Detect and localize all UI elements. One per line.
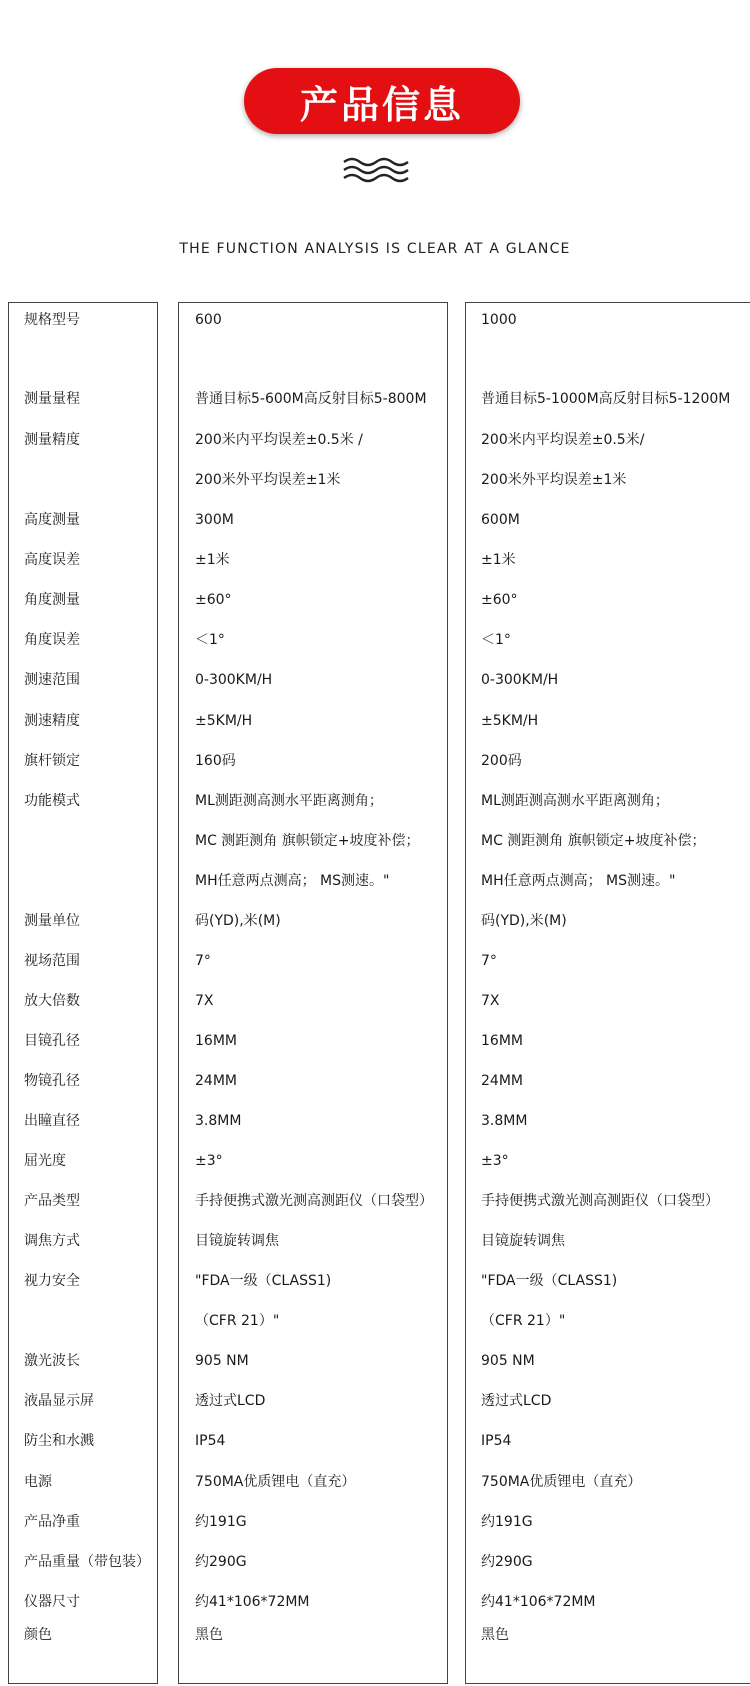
spec-label: 防尘和水溅 (24, 1433, 94, 1449)
spec-value-600: 目镜旋转调焦 (195, 1233, 279, 1249)
spec-value-1000: 码(YD),米(M) (481, 913, 567, 929)
spec-value-1000: 透过式LCD (481, 1393, 552, 1409)
spec-value-600: 7X (195, 993, 214, 1009)
spec-value-1000: 200码 (481, 753, 522, 769)
spec-label: 旗杆锁定 (24, 753, 80, 769)
spec-value-600: 码(YD),米(M) (195, 913, 281, 929)
spec-value-600: 160码 (195, 753, 236, 769)
spec-value-1000: ＜1° (481, 632, 511, 648)
spec-value-1000: ±5KM/H (481, 713, 539, 729)
spec-value-1000: 1000 (481, 312, 517, 328)
spec-value-600: 透过式LCD (195, 1393, 266, 1409)
spec-value-1000: "FDA一级（CLASS1) (481, 1273, 618, 1289)
spec-label: 颜色 (24, 1627, 52, 1643)
model-600-column (178, 302, 448, 1684)
spec-value-600: 3.8MM (195, 1113, 242, 1129)
spec-value-1000: （CFR 21）" (481, 1313, 566, 1329)
spec-value-1000: 750MA优质锂电（直充） (481, 1474, 642, 1490)
spec-value-600: 200米内平均误差±0.5米 / (195, 432, 363, 448)
spec-label: 激光波长 (24, 1353, 80, 1369)
spec-label: 测量精度 (24, 432, 80, 448)
spec-label: 调焦方式 (24, 1233, 80, 1249)
spec-label: 角度误差 (24, 632, 80, 648)
spec-value-600: 0-300KM/H (195, 672, 273, 688)
spec-label: 视力安全 (24, 1273, 80, 1289)
spec-value-1000: 200米内平均误差±0.5米/ (481, 432, 645, 448)
spec-label: 规格型号 (24, 312, 80, 328)
spec-value-1000: 0-300KM/H (481, 672, 559, 688)
spec-value-600: 200米外平均误差±1米 (195, 472, 341, 488)
spec-value-600: "FDA一级（CLASS1) (195, 1273, 332, 1289)
spec-value-600: MC 测距测角 旗帜锁定+坡度补偿； (195, 833, 420, 849)
spec-value-600: ±5KM/H (195, 713, 253, 729)
spec-label: 高度误差 (24, 552, 80, 568)
section-title: 产品信息 (299, 82, 464, 127)
spec-value-600: 手持便携式激光测高测距仪（口袋型） (195, 1193, 433, 1209)
spec-label: 仪器尺寸 (24, 1594, 80, 1610)
spec-value-600: ±1米 (195, 552, 230, 568)
spec-label: 产品类型 (24, 1193, 80, 1209)
spec-value-1000: IP54 (481, 1433, 512, 1449)
model-1000-column (465, 302, 750, 1684)
spec-value-1000: 黑色 (481, 1627, 509, 1643)
subtitle: THE FUNCTION ANALYSIS IS CLEAR AT A GLANCE (179, 241, 571, 257)
spec-value-600: 7° (195, 953, 211, 969)
spec-value-1000: ±60° (481, 592, 518, 608)
spec-label: 产品净重 (24, 1514, 80, 1530)
spec-label: 测速精度 (24, 713, 80, 729)
spec-value-600: ML测距测高测水平距离测角； (195, 793, 383, 809)
spec-label: 测量量程 (24, 391, 80, 407)
spec-value-600: IP54 (195, 1433, 226, 1449)
spec-value-600: 300M (195, 512, 234, 528)
spec-value-600: 黑色 (195, 1627, 223, 1643)
spec-label: 出瞳直径 (24, 1113, 80, 1129)
spec-label: 放大倍数 (24, 993, 80, 1009)
spec-value-1000: 约191G (481, 1514, 533, 1530)
spec-value-1000: 16MM (481, 1033, 523, 1049)
section-title-banner (244, 68, 520, 134)
spec-value-1000: 目镜旋转调焦 (481, 1233, 565, 1249)
spec-label: 电源 (24, 1474, 52, 1490)
spec-value-600: MH任意两点测高； MS测速。" (195, 873, 390, 889)
spec-label: 视场范围 (24, 953, 80, 969)
spec-label: 屈光度 (24, 1153, 66, 1169)
spec-label: 高度测量 (24, 512, 80, 528)
spec-labels-column (8, 302, 158, 1684)
spec-label: 液晶显示屏 (24, 1393, 94, 1409)
spec-value-1000: 905 NM (481, 1353, 535, 1369)
spec-value-600: ±3° (195, 1153, 223, 1169)
spec-label: 功能模式 (24, 793, 80, 809)
spec-label: 产品重量（带包装） (24, 1554, 150, 1570)
spec-label: 目镜孔径 (24, 1033, 80, 1049)
spec-value-1000: 手持便携式激光测高测距仪（口袋型） (481, 1193, 719, 1209)
spec-value-1000: MC 测距测角 旗帜锁定+坡度补偿； (481, 833, 706, 849)
spec-value-1000: 约290G (481, 1554, 533, 1570)
spec-value-1000: 约41*106*72MM (481, 1594, 596, 1610)
spec-label: 角度测量 (24, 592, 80, 608)
spec-value-600: ±60° (195, 592, 232, 608)
spec-label: 测速范围 (24, 672, 80, 688)
spec-value-600: 约290G (195, 1554, 247, 1570)
spec-value-600: 16MM (195, 1033, 237, 1049)
spec-value-1000: ML测距测高测水平距离测角； (481, 793, 669, 809)
spec-value-1000: ±1米 (481, 552, 516, 568)
spec-value-600: 普通目标5-600M高反射目标5-800M (195, 391, 427, 407)
spec-value-1000: 3.8MM (481, 1113, 528, 1129)
spec-value-600: 约191G (195, 1514, 247, 1530)
spec-value-1000: 600M (481, 512, 520, 528)
spec-value-600: 约41*106*72MM (195, 1594, 310, 1610)
spec-label: 测量单位 (24, 913, 80, 929)
spec-value-1000: 24MM (481, 1073, 523, 1089)
spec-value-1000: MH任意两点测高； MS测速。" (481, 873, 676, 889)
spec-label: 物镜孔径 (24, 1073, 80, 1089)
wave-lines-icon (342, 156, 410, 184)
spec-value-1000: 200米外平均误差±1米 (481, 472, 627, 488)
spec-value-600: 600 (195, 312, 222, 328)
spec-value-600: （CFR 21）" (195, 1313, 280, 1329)
spec-value-1000: 普通目标5-1000M高反射目标5-1200M (481, 391, 731, 407)
spec-value-600: ＜1° (195, 632, 225, 648)
spec-value-1000: 7X (481, 993, 500, 1009)
spec-value-600: 750MA优质锂电（直充） (195, 1474, 356, 1490)
spec-value-1000: 7° (481, 953, 497, 969)
spec-value-1000: ±3° (481, 1153, 509, 1169)
spec-value-600: 24MM (195, 1073, 237, 1089)
spec-value-600: 905 NM (195, 1353, 249, 1369)
